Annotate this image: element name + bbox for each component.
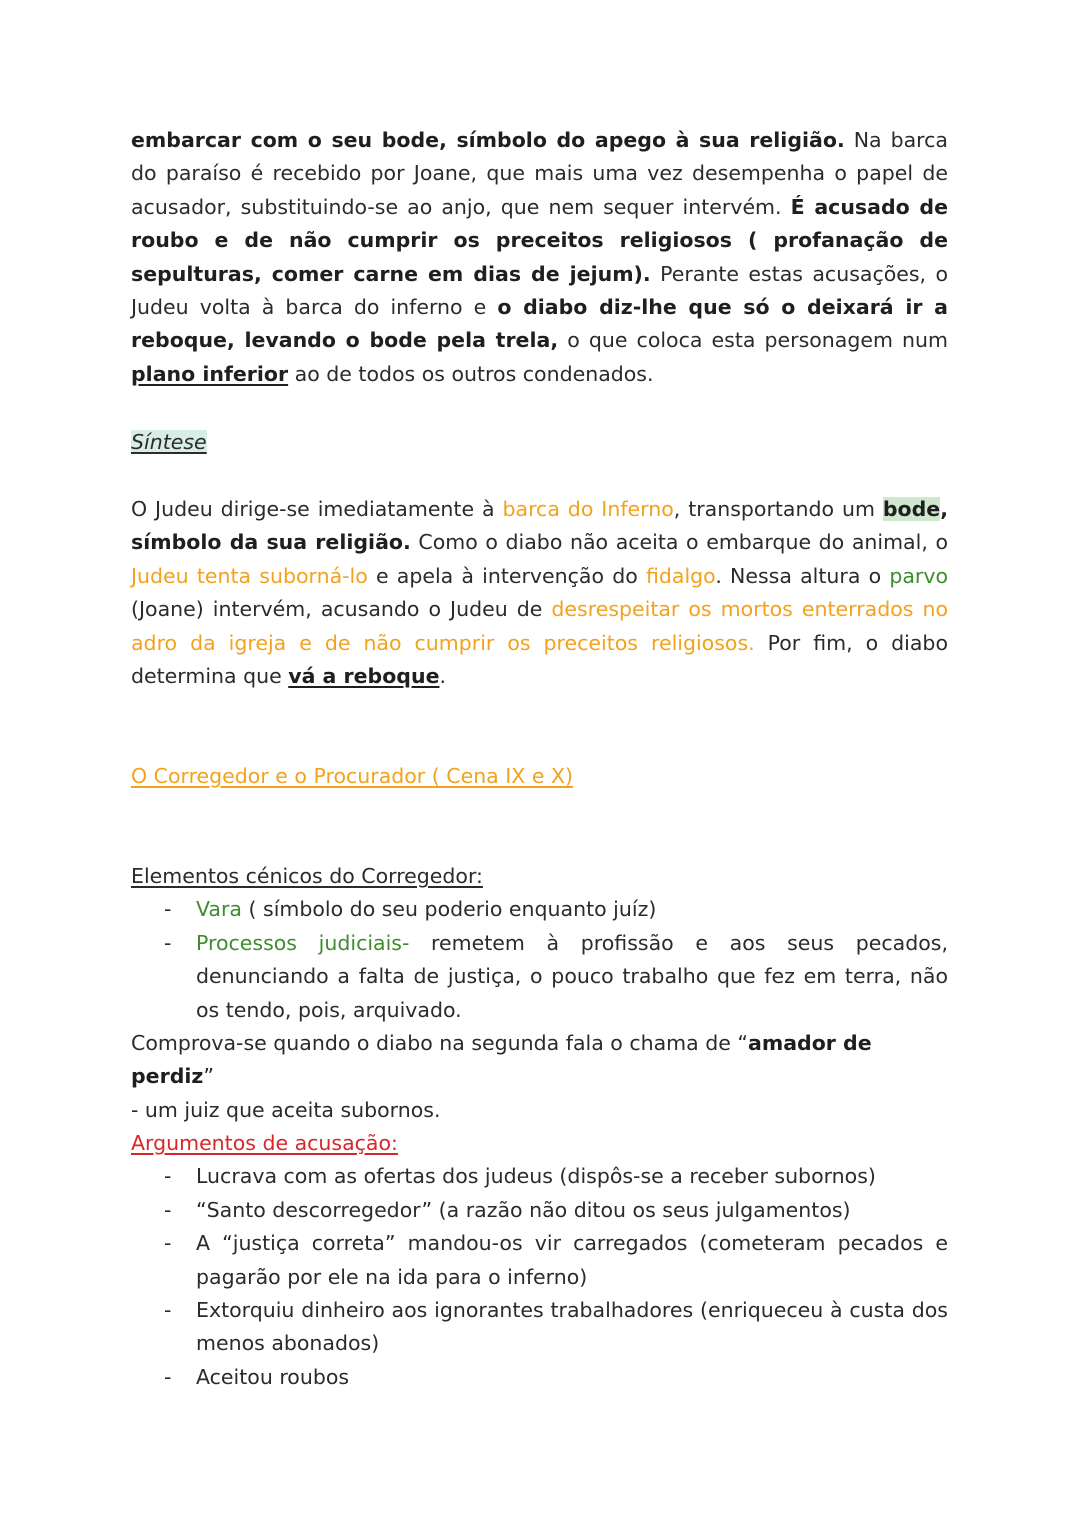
argumentos-heading: Argumentos de acusação: (131, 1131, 398, 1155)
paragraph-text: ao de todos os outros condenados. (288, 361, 654, 386)
sintese-heading-text: Síntese (131, 430, 207, 454)
highlight-green: parvo (889, 563, 948, 588)
list-text: remetem à profissão e aos seus pecados, denunciando a falta de justiça, o pouco trabalho que fez em terra, não os tendo, pois, arquivado. (196, 930, 948, 1022)
bold-text: o diabo diz-lhe que só o deixará ir a reboque, levando o bode pela trela, (131, 295, 948, 353)
list-term: Processos judiciais- (196, 930, 410, 955)
bold-text: É acusado de roubo e de não cumprir os preceitos religiosos ( profanação de sepulturas, comer carne em dias de jejum). (131, 194, 948, 286)
elementos-heading: Elementos cénicos do Corregedor: (131, 864, 483, 888)
section-title-text: O Corregedor e o Procurador ( Cena IX e X) (131, 764, 574, 788)
paragraph-text: Como o diabo não aceita o embarque do animal, o (410, 530, 948, 555)
highlight-orange: desrespeitar os mortos enterrados no adro da igreja e de não cumprir os preceitos religiosos. (131, 597, 949, 655)
list-term: Vara (196, 897, 242, 922)
list-item: - “Santo descorregedor” (a razão não ditou os seus julgamentos) (131, 1194, 948, 1227)
paragraph-text: Por fim, o diabo determina que (131, 630, 948, 689)
argumentos-section (131, 1127, 948, 1394)
list-item (131, 927, 948, 1027)
highlight-bode: bode (882, 497, 941, 521)
paragraph-text: , transportando um (673, 497, 883, 521)
paragraph-text: (Joane) intervém, acusando o Judeu de (131, 597, 552, 622)
elementos-comment-2: - um juiz que aceita subornos. (131, 1097, 441, 1122)
highlight-orange: fidalgo (645, 563, 716, 588)
bold-text: , símbolo da sua religião. (131, 497, 948, 555)
elementos-list (131, 893, 948, 1027)
list-item: - Extorquiu dinheiro aos ignorantes trabalhadores (enriqueceu à custa dos menos abonados) (131, 1294, 948, 1361)
list-item: - A “justiça correta” mandou-os vir carregados (cometeram pecados e pagarão por ele na ida para o inferno) (131, 1227, 948, 1294)
sintese-heading (131, 426, 207, 459)
paragraph-text: . (439, 664, 446, 689)
list-item: - Aceitou roubos (131, 1361, 948, 1394)
section-title (131, 760, 573, 793)
sintese-paragraph (131, 493, 948, 693)
list-item (131, 893, 948, 926)
paragraph-text: . Nessa altura o (715, 563, 890, 588)
list-item: - Lucrava com as ofertas dos judeus (dispôs-se a receber subornos) (131, 1160, 948, 1193)
highlight-orange: barca do Inferno (502, 497, 674, 521)
paragraph-text: o que coloca esta personagem num (558, 328, 948, 353)
underlined-term: plano inferior (131, 361, 289, 386)
paragraph-text: e apela à intervenção do (367, 563, 646, 588)
highlight-orange: Judeu tenta suborná-lo (131, 563, 368, 588)
list-text: ( símbolo do seu poderio enquanto juíz) (242, 897, 657, 922)
elementos-comment (131, 1027, 948, 1094)
paragraph-text: Na barca do paraíso é recebido por Joane, que mais uma vez desempenha o papel de acusador, substituindo-se ao anjo, que nem sequer intervém. (131, 128, 948, 219)
elementos-section (131, 860, 948, 1127)
paragraph-text: ” (203, 1064, 214, 1089)
paragraph-judeu-continuation (131, 124, 948, 391)
bold-text: amador de perdiz (131, 1031, 872, 1089)
paragraph-text: Perante estas acusações, o Judeu volta à barca do inferno e (131, 261, 949, 320)
bold-text: embarcar com o seu bode, símbolo do apego à sua religião. (131, 128, 845, 152)
argumentos-list (131, 1160, 948, 1394)
paragraph-text: O Judeu dirige-se imediatamente à (131, 497, 503, 521)
paragraph-text: Comprova-se quando o diabo na segunda fala o chama de “ (131, 1031, 748, 1056)
underlined-term: vá a reboque (288, 664, 440, 689)
